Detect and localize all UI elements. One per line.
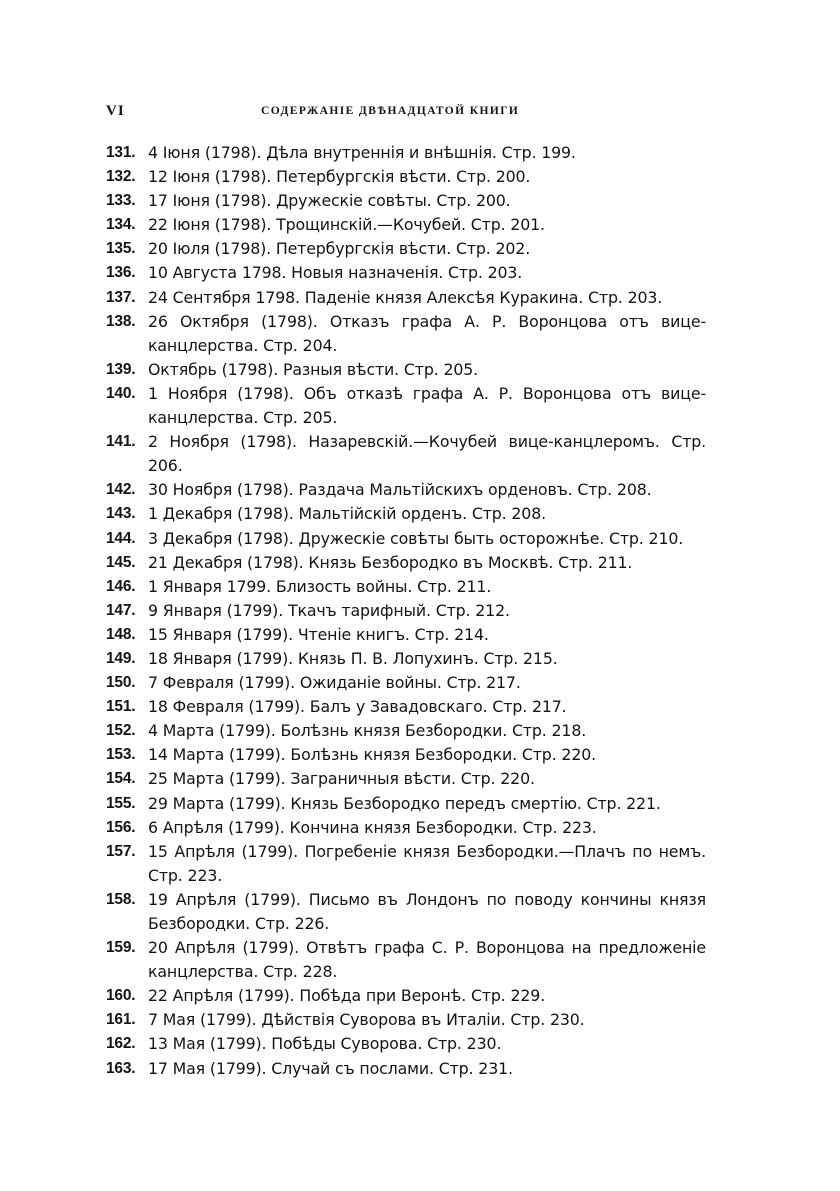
entry-text: 29 Марта (1799). Князь Безбородко передъ смертію. Стр. 221.	[148, 793, 661, 813]
entry-text: 7 Мая (1799). Дѣйствія Суворова въ Италіи. Стр. 230.	[148, 1010, 585, 1030]
toc-entry	[106, 719, 706, 743]
toc-entry	[106, 551, 706, 575]
entry-number: 134.	[106, 216, 136, 234]
entry-text: 13 Мая (1799). Побѣды Суворова. Стр. 230.	[148, 1034, 502, 1054]
entry-text: 22 Іюня (1798). Трощинскій.—Кочубей. Стр. 201.	[148, 215, 545, 235]
entry-text: 4 Іюня (1798). Дѣла внутреннія и внѣшнія. Стр. 199.	[148, 143, 576, 162]
entry-number: 159.	[106, 939, 136, 957]
entry-number: 142.	[106, 481, 136, 499]
entry-number: 143.	[106, 505, 136, 523]
entry-number: 154.	[106, 770, 136, 788]
entry-text: 30 Ноября (1798). Раздача Мальтійскихъ орденовъ. Стр. 208.	[148, 480, 652, 500]
toc-entry	[106, 936, 706, 984]
entry-number: 155.	[106, 794, 136, 812]
entry-number: 137.	[106, 288, 136, 306]
entry-number: 145.	[106, 553, 136, 571]
entry-text: 4 Марта (1799). Болѣзнь князя Безбородки. Стр. 218.	[148, 721, 587, 741]
entry-text: Октябрь (1798). Разныя вѣсти. Стр. 205.	[148, 359, 479, 379]
entry-number: 144.	[106, 529, 136, 547]
toc-entry	[106, 310, 706, 358]
toc-entry	[106, 599, 706, 623]
entry-number: 138.	[106, 312, 136, 330]
toc-entry	[106, 695, 706, 719]
toc-entry	[106, 743, 706, 767]
toc-entry	[106, 527, 706, 551]
toc-entry	[106, 816, 706, 840]
entry-text: 15 Января (1799). Чтеніе книгъ. Стр. 214.	[148, 624, 489, 644]
toc-entry	[106, 1032, 706, 1056]
toc-entry	[106, 382, 706, 430]
entry-number: 132.	[106, 168, 136, 186]
toc-entry	[106, 984, 706, 1008]
entry-number: 148.	[106, 625, 136, 643]
toc-entry	[106, 502, 706, 526]
entry-number: 152.	[106, 722, 136, 740]
entry-text: 21 Декабря (1798). Князь Безбородко въ Москвѣ. Стр. 211.	[148, 552, 633, 572]
toc-entry	[106, 478, 706, 502]
running-title: СОДЕРЖАНІЕ ДВѢНАДЦАТОЙ КНИГИ	[261, 105, 520, 117]
entry-text: 18 Февраля (1799). Балъ у Завадовскаго. Стр. 217.	[148, 697, 567, 717]
entry-number: 135.	[106, 240, 136, 258]
entry-text: 9 Января (1799). Ткачъ тарифный. Стр. 212.	[148, 600, 510, 620]
entry-number: 163.	[106, 1059, 136, 1077]
toc-entry	[106, 213, 706, 237]
entry-number: 141.	[106, 433, 136, 451]
entry-text: 17 Іюня (1798). Дружескіе совѣты. Стр. 200.	[148, 191, 511, 211]
entry-text: 7 Февраля (1799). Ожиданіе войны. Стр. 217.	[148, 673, 521, 693]
toc-entry	[106, 767, 706, 791]
entry-text: 24 Сентября 1798. Паденіе князя Алексѣя Куракина. Стр. 203.	[148, 287, 663, 307]
toc-entry	[106, 286, 706, 310]
entry-number: 136.	[106, 264, 136, 282]
toc-entry	[106, 1008, 706, 1032]
entry-number: 146.	[106, 577, 136, 595]
entry-number: 160.	[106, 987, 136, 1005]
entry-number: 158.	[106, 890, 136, 908]
entry-text: 26 Октября (1798). Отказъ графа А. Р. Воронцова отъ вице-канцлерства. Стр. 204.	[148, 311, 706, 355]
toc-entry	[106, 358, 706, 382]
toc-entry	[106, 888, 706, 936]
entry-number: 147.	[106, 601, 136, 619]
entry-number: 139.	[106, 360, 136, 378]
entry-text: 20 Апрѣля (1799). Отвѣтъ графа С. Р. Воронцова на предложеніе канцлерства. Стр. 228.	[148, 938, 706, 982]
toc-entry	[106, 792, 706, 816]
toc-entry	[106, 430, 706, 478]
entry-text: 19 Апрѣля (1799). Письмо въ Лондонъ по поводу кончины князя Безбородки. Стр. 226.	[148, 889, 706, 933]
entry-text: 20 Іюля (1798). Петербургскія вѣсти. Стр. 202.	[148, 239, 531, 259]
entry-number: 156.	[106, 818, 136, 836]
page-header	[106, 103, 706, 127]
entry-number: 151.	[106, 698, 136, 716]
toc-entry	[106, 237, 706, 261]
entry-text: 6 Апрѣля (1799). Кончина князя Безбородки. Стр. 223.	[148, 817, 597, 837]
entry-text: 18 Января (1799). Князь П. В. Лопухинъ. Стр. 215.	[148, 648, 558, 668]
toc-entry	[106, 1057, 706, 1081]
entry-number: 157.	[106, 842, 136, 860]
toc-entry	[106, 165, 706, 189]
toc-entry	[106, 189, 706, 213]
entry-number: 140.	[106, 384, 136, 402]
toc-entry	[106, 141, 706, 165]
toc-entry	[106, 840, 706, 888]
entry-number: 131.	[106, 144, 136, 161]
entry-text: 3 Декабря (1798). Дружескіе совѣты быть осторожнѣе. Стр. 210.	[148, 528, 684, 548]
page-number: VI	[106, 103, 125, 119]
toc-entry	[106, 671, 706, 695]
entry-text: 1 Декабря (1798). Мальтійскій орденъ. Стр. 208.	[148, 504, 546, 524]
entry-text: 1 Ноября (1798). Объ отказѣ графа А. Р. Воронцова отъ вице-канцлерства. Стр. 205.	[148, 383, 706, 428]
toc-entry	[106, 261, 706, 285]
entry-text: 25 Марта (1799). Заграничныя вѣсти. Стр. 220.	[148, 769, 535, 789]
entry-number: 153.	[106, 746, 136, 764]
entry-text: 14 Марта (1799). Болѣзнь князя Безбородки. Стр. 220.	[148, 745, 597, 765]
table-of-contents	[106, 141, 706, 1081]
entry-text: 12 Іюня (1798). Петербургскія вѣсти. Стр. 200.	[148, 167, 531, 187]
toc-entry	[106, 575, 706, 599]
entry-text: 17 Мая (1799). Случай съ послами. Стр. 231.	[148, 1058, 513, 1078]
entry-number: 150.	[106, 674, 136, 692]
entry-text: 10 Августа 1798. Новыя назначенія. Стр. 203.	[148, 263, 523, 283]
toc-entry	[106, 647, 706, 671]
entry-number: 149.	[106, 649, 136, 667]
entry-text: 22 Апрѣля (1799). Побѣда при Веронѣ. Стр. 229.	[148, 986, 546, 1006]
entry-number: 162.	[106, 1035, 136, 1053]
entry-number: 161.	[106, 1011, 136, 1029]
entry-text: 15 Апрѣля (1799). Погребеніе князя Безбородки.—Плачъ по немъ. Стр. 223.	[148, 841, 706, 885]
toc-entry	[106, 623, 706, 647]
entry-text: 1 Января 1799. Близость войны. Стр. 211.	[148, 576, 492, 596]
entry-text: 2 Ноября (1798). Назаревскій.—Кочубей вице-канцлеромъ. Стр. 206.	[148, 432, 706, 476]
entry-number: 133.	[106, 192, 136, 210]
